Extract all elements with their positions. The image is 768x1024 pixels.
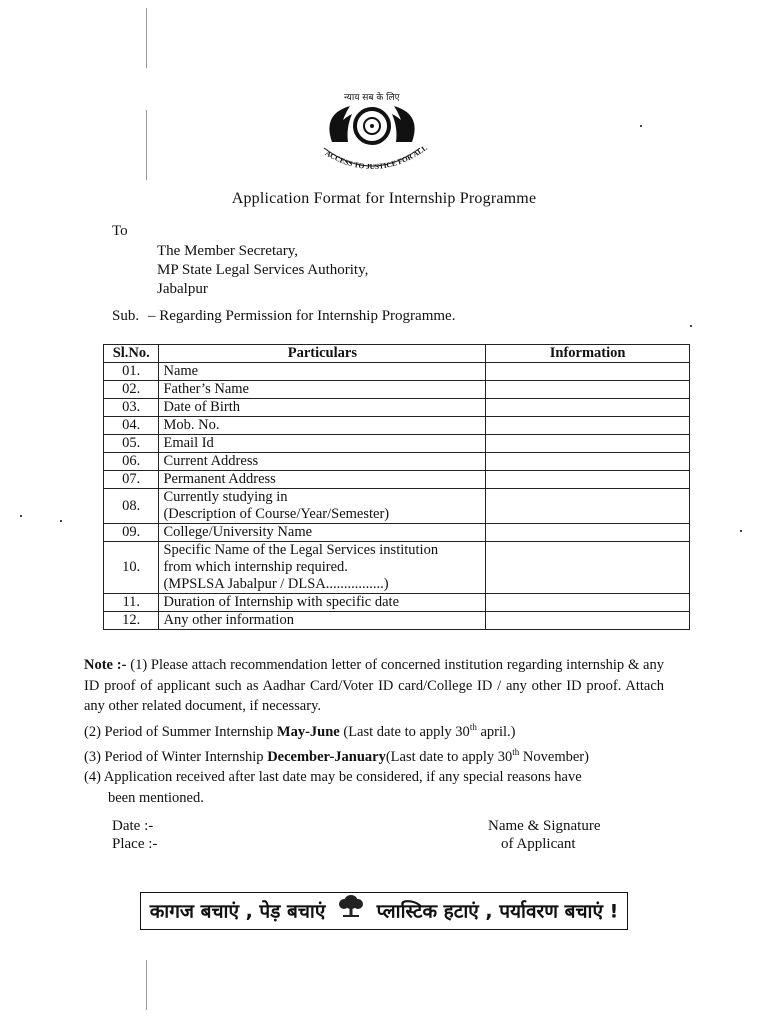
row-particulars: Father’s Name bbox=[159, 381, 486, 399]
slogan-part-1: कागज बचाएं , पेड़ बचाएं bbox=[149, 900, 326, 923]
note-3-sup: th bbox=[512, 746, 520, 757]
note-4: (4) Application received after last date may be considered, if any special reasons have bbox=[84, 769, 582, 786]
scan-margin-line bbox=[146, 8, 147, 68]
table-row bbox=[104, 542, 690, 594]
row-particulars: Date of Birth bbox=[159, 399, 486, 417]
row-particulars: Current Address bbox=[159, 453, 486, 471]
table-row bbox=[104, 363, 690, 381]
note-3-end: November) bbox=[519, 748, 589, 765]
subject-label: Sub. bbox=[112, 308, 140, 324]
note-2-text: (2) Period of Summer Internship bbox=[84, 723, 277, 740]
row-particulars: College/University Name bbox=[159, 524, 486, 542]
table-row bbox=[104, 524, 690, 542]
internship-form-table bbox=[103, 344, 690, 630]
scan-speck bbox=[60, 520, 62, 522]
place-label: Place :- bbox=[112, 836, 158, 852]
dob-information-field[interactable] bbox=[486, 399, 690, 417]
nalsa-emblem bbox=[302, 84, 442, 184]
address-line-3: Jabalpur bbox=[157, 281, 208, 297]
row-sl-no: 06. bbox=[104, 453, 159, 471]
signature-label-line-2: of Applicant bbox=[501, 836, 576, 852]
scan-speck bbox=[690, 325, 692, 327]
address-line-2: MP State Legal Services Authority, bbox=[157, 262, 369, 278]
page-title: Application Format for Internship Programme bbox=[231, 190, 537, 207]
duration-information-field[interactable] bbox=[486, 594, 690, 612]
row-sl-no: 07. bbox=[104, 471, 159, 489]
tree-icon bbox=[336, 893, 366, 931]
row-sl-no: 04. bbox=[104, 417, 159, 435]
emblem-hindi-text: न्याय सब के लिए bbox=[344, 93, 400, 103]
scan-speck bbox=[740, 530, 742, 532]
table-row bbox=[104, 471, 690, 489]
note-3-text: (3) Period of Winter Internship bbox=[84, 748, 268, 765]
row-sl-no: 05. bbox=[104, 435, 159, 453]
note-3-period: December-January bbox=[267, 748, 386, 765]
row-sl-no: 01. bbox=[104, 363, 159, 381]
scan-speck bbox=[640, 125, 642, 127]
emblem-motto-text: ACCESS TO JUSTICE FOR ALL bbox=[323, 143, 429, 172]
row-particulars: Mob. No. bbox=[159, 417, 486, 435]
note-3-deadline: (Last date to apply 30 bbox=[385, 748, 513, 765]
slogan-part-2: प्लास्टिक हटाएं , पर्यावरण बचाएं ! bbox=[376, 900, 619, 923]
note-2 bbox=[84, 717, 664, 742]
row-sl-no: 02. bbox=[104, 381, 159, 399]
course-information-field[interactable] bbox=[486, 489, 690, 524]
mobile-information-field[interactable] bbox=[486, 417, 690, 435]
svg-text:ACCESS TO JUSTICE FOR ALL bbox=[324, 143, 429, 171]
notes-section bbox=[84, 655, 664, 808]
row-particulars: Email Id bbox=[159, 435, 486, 453]
fathers-name-information-field[interactable] bbox=[486, 381, 690, 399]
note-1 bbox=[84, 655, 664, 717]
row-sl-no: 12. bbox=[104, 612, 159, 630]
date-label: Date :- bbox=[112, 818, 154, 834]
note-2-end: april.) bbox=[476, 723, 516, 740]
row-sl-no: 11. bbox=[104, 594, 159, 612]
row-particulars: Duration of Internship with specific date bbox=[159, 594, 486, 612]
environment-slogan-box bbox=[140, 892, 628, 930]
header-particulars: Particulars bbox=[159, 345, 486, 363]
row-particulars: Any other information bbox=[159, 612, 486, 630]
note-1-text: (1) Please attach recommendation letter of concerned institution regarding internship & any ID proof of applicant such as Aadhar Card/Voter ID card/College ID / any other ID proof. Attach any other related document, if necessary. bbox=[84, 657, 664, 714]
table-row bbox=[104, 399, 690, 417]
subject-text: – Regarding Permission for Internship Programme. bbox=[148, 308, 456, 324]
table-row bbox=[104, 453, 690, 471]
row-particulars: Specific Name of the Legal Services institution bbox=[163, 542, 439, 558]
table-row bbox=[104, 435, 690, 453]
row-particulars: Name bbox=[159, 363, 486, 381]
row-particulars-detail: from which internship required. bbox=[163, 559, 348, 575]
signature-label-line-1: Name & Signature bbox=[488, 818, 601, 834]
email-information-field[interactable] bbox=[486, 435, 690, 453]
scan-margin-line bbox=[146, 110, 147, 180]
table-header-row bbox=[104, 345, 690, 363]
scan-speck bbox=[20, 515, 22, 517]
note-2-deadline: (Last date to apply 30 bbox=[339, 723, 470, 740]
header-sl-no: Sl.No. bbox=[104, 345, 159, 363]
row-particulars: Currently studying in bbox=[163, 489, 288, 505]
other-information-field[interactable] bbox=[486, 612, 690, 630]
note-2-period: May-June bbox=[276, 723, 340, 740]
table-row bbox=[104, 594, 690, 612]
row-sl-no: 10. bbox=[104, 542, 159, 594]
table-row bbox=[104, 489, 690, 524]
to-label: To bbox=[112, 223, 128, 239]
note-2-sup: th bbox=[469, 721, 477, 732]
college-information-field[interactable] bbox=[486, 524, 690, 542]
table-row bbox=[104, 612, 690, 630]
row-particulars-detail: (Description of Course/Year/Semester) bbox=[163, 506, 390, 522]
name-information-field[interactable] bbox=[486, 363, 690, 381]
current-address-information-field[interactable] bbox=[486, 453, 690, 471]
row-particulars: Permanent Address bbox=[159, 471, 486, 489]
note-label: Note :- bbox=[84, 657, 127, 673]
note-4-continued: been mentioned. bbox=[108, 789, 204, 806]
row-sl-no: 08. bbox=[104, 489, 159, 524]
scan-margin-line bbox=[146, 960, 147, 1010]
table-row bbox=[104, 417, 690, 435]
row-sl-no: 03. bbox=[104, 399, 159, 417]
table-row bbox=[104, 381, 690, 399]
address-line-1: The Member Secretary, bbox=[157, 243, 299, 259]
row-sl-no: 09. bbox=[104, 524, 159, 542]
note-3 bbox=[84, 742, 664, 767]
row-particulars-example: (MPSLSA Jabalpur / DLSA................) bbox=[163, 576, 389, 592]
header-information: Information bbox=[486, 345, 690, 363]
permanent-address-information-field[interactable] bbox=[486, 471, 690, 489]
institution-information-field[interactable] bbox=[486, 542, 690, 594]
